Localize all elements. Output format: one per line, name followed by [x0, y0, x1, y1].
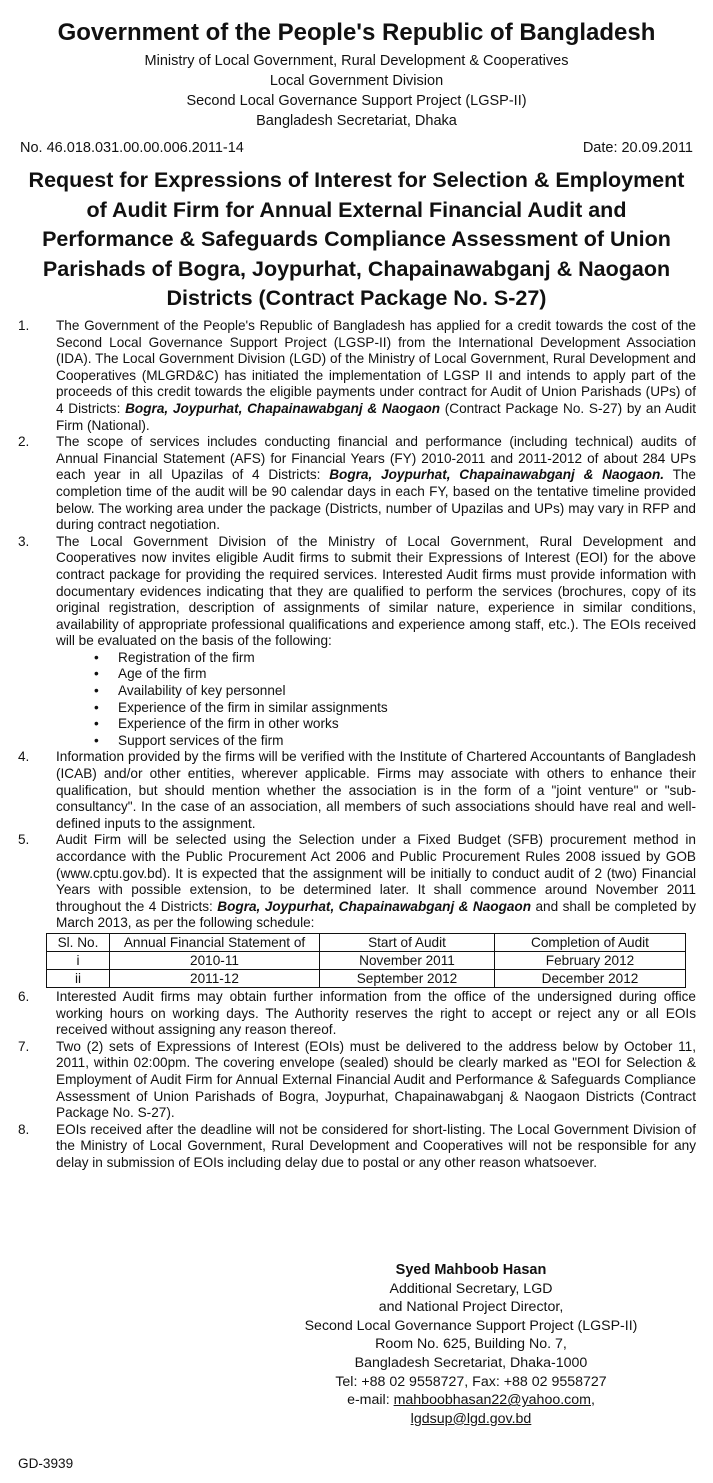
list-item: • Support services of the firm: [118, 733, 696, 750]
ministry-line: Ministry of Local Government, Rural Development & Cooperatives: [144, 53, 569, 69]
paragraph-number: 6.: [18, 988, 30, 1004]
project-line: Second Local Governance Support Project (LGSP-II): [186, 93, 527, 109]
paragraph-text: Two (2) sets of Expressions of Interest (EOIs) must be delivered to the address below by October 11, 2011, within 02:00pm. The covering envelope (sealed) should be clearly marked as "EOI for Selection & Employment of Audit Firm for Annual External Financial Audit and Performance & Safeguards Compliance Assessment of Union Parishads of Bogra, Joypurhat, Chapainawabganj & Naogaon Districts (Contract Package No. S-27).: [56, 1038, 696, 1121]
table-cell: September 2012: [320, 969, 495, 987]
reference-line: [20, 140, 693, 156]
list-item: • Availability of key personnel: [118, 683, 696, 700]
paragraph-text: [56, 318, 696, 434]
table-cell: 2011-12: [110, 969, 320, 987]
paragraph-2: [18, 434, 696, 534]
column-header: Sl. No.: [47, 933, 110, 951]
evaluation-criteria-list: [18, 650, 696, 750]
text-run: The completion time of the audit will be 90 calendar days in each FY, based on the tentative timeline provided below. The working area under the package (Districts, number of Upazilas and UPs) may vary in RFP and during contract negotiation.: [56, 467, 696, 533]
column-header: Completion of Audit: [495, 933, 686, 951]
text-run: (Contract Package No. S-27) by an Audit Firm (National).: [56, 400, 696, 433]
paragraph-text: EOIs received after the deadline will not be considered for short-listing. The Local Government Division of the Ministry of Local Government, Rural Development and Cooperatives will not be responsible for any delay in submission of EOIs including delay due to postal or any other reason whatsoever.: [56, 1121, 696, 1170]
email-link-yahoo[interactable]: mahboobhasan22@yahoo.com: [393, 1392, 591, 1409]
government-title: Government of the People's Republic of Bangladesh: [57, 19, 656, 46]
paragraph-text: Interested Audit firms may obtain further information from the office of the undersigned during office working hours on working days. The Authority reserves the right to accept or reject any or all EOIs received without assigning any reason thereof.: [56, 988, 696, 1038]
table-row: [47, 951, 686, 969]
paragraph-7: [18, 1039, 696, 1122]
table-cell: ii: [47, 969, 110, 987]
paragraph-number: 8.: [18, 1121, 30, 1137]
districts-emphasis: Bogra, Joypurhat, Chapainawabganj & Naogaon.: [329, 467, 665, 483]
table-cell: 2010-11: [110, 951, 320, 969]
paragraph-number: 4.: [18, 749, 30, 765]
paragraph-number: 3.: [18, 533, 30, 549]
column-header: Start of Audit: [320, 933, 495, 951]
list-item: • Registration of the firm: [118, 650, 696, 667]
text-run: and shall be completed by March 2013, as per the following schedule:: [56, 898, 697, 931]
email-link-lgd[interactable]: lgdsup@lgd.gov.bd: [410, 1410, 532, 1427]
districts-emphasis: Bogra, Joypurhat, Chapainawabganj & Naogaon: [125, 400, 441, 416]
table-cell: i: [47, 951, 110, 969]
list-item: • Experience of the firm in other works: [118, 716, 696, 733]
paragraph-8: [18, 1122, 696, 1172]
districts-emphasis: Bogra, Joypurhat, Chapainawabganj & Naogaon: [217, 898, 532, 914]
paragraph-text: [56, 434, 696, 534]
table-row: [47, 969, 686, 987]
table-cell: November 2011: [320, 951, 495, 969]
signatory-phone: Tel: +88 02 9558727, Fax: +88 02 9558727: [335, 1373, 607, 1390]
signatory-email-line-2: [295, 1410, 647, 1429]
signature-block: [295, 1261, 647, 1428]
email-separator: ,: [590, 1392, 595, 1409]
notice-title: Request for Expressions of Interest for Selection & Employment of Audit Firm for Annual External Financial Audit and Performance & Safeguards Compliance Assessment of Union Parishads of Bogra, Joypurhat, Chapainawabganj & Naogaon Districts (Contract Package No. S-27): [28, 168, 685, 310]
signatory-email-line: [295, 1391, 647, 1410]
paragraph-6: [18, 989, 696, 1039]
signatory-project: Second Local Governance Support Project (LGSP-II): [304, 1317, 638, 1334]
list-item: • Age of the firm: [118, 666, 696, 683]
paragraph-number: 2.: [18, 434, 30, 450]
table-header-row: [47, 933, 686, 951]
text-run: Audit Firm will be selected using the Selection under a Fixed Budget (SFB) procurement method in accordance with the Public Procurement Act 2006 and Public Procurement Rules 2008 issued by GOB (www.cptu.gov.bd). It is expected that the assignment will be initially to conduct audit of 2 (two) Financial Years with possible extension, to be determined later. It shall commence around November 2011 throughout the 4 Districts:: [56, 832, 696, 914]
table-cell: December 2012: [495, 969, 686, 987]
email-label: e-mail:: [347, 1392, 394, 1409]
paragraph-3: [18, 534, 696, 650]
notice-date: Date: 20.09.2011: [582, 140, 693, 156]
ministry-header: [0, 51, 713, 131]
column-header: Annual Financial Statement of: [110, 933, 320, 951]
signatory-address: Bangladesh Secretariat, Dhaka-1000: [354, 1354, 588, 1371]
text-run: The Government of the People's Republic of Bangladesh has applied for a credit towards the cost of the Second Local Governance Support Project (LGSP-II) from the International Development Association (IDA). The Local Government Division (LGD) of the Ministry of Local Government, Rural Development and Cooperatives (MLGRD&C) has initiated the implementation of LGSP II and intends to apply part of the proceeds of this credit towards the eligible payments under contract for Audit of Union Parishads (UPs) of 4 Districts:: [56, 318, 696, 416]
signatory-name: Syed Mahboob Hasan: [395, 1262, 547, 1278]
signatory-room: Room No. 625, Building No. 7,: [375, 1336, 567, 1353]
paragraph-number: 1.: [18, 318, 30, 333]
paragraph-text: The Local Government Division of the Ministry of Local Government, Rural Development and Cooperatives now invites eligible Audit firms to submit their Expressions of Interest (EOI) for the above contract package for providing the required services. Interested Audit firms must provide information with documentary evidences indicating that they are qualified to perform the services (brochures, copy of its original registration, description of assignments of similar nature, experience in similar conditions, availability of appropriate professional qualifications and experience among staff, etc.). The EOIs received will be evaluated on the basis of the following:: [56, 533, 696, 649]
paragraph-number: 7.: [18, 1038, 30, 1054]
paragraph-text: [56, 832, 696, 932]
table-cell: February 2012: [495, 951, 686, 969]
division-line: Local Government Division: [269, 73, 444, 89]
paragraph-5: [18, 832, 696, 932]
reference-number: No. 46.018.031.00.00.006.2011-14: [20, 140, 244, 156]
paragraph-number: 5.: [18, 832, 30, 848]
audit-schedule-table: [46, 933, 686, 988]
signatory-title: Additional Secretary, LGD: [389, 1280, 553, 1297]
signatory-title: and National Project Director,: [378, 1299, 564, 1316]
address-line: Bangladesh Secretariat, Dhaka: [256, 113, 457, 129]
paragraph-text: Information provided by the firms will be verified with the Institute of Chartered Accountants of Bangladesh (ICAB) and/or other entities, wherever applicable. Firms may associate with others to enhance their qualification, but should mention whether the association is in the form of a "joint venture" or "sub-consultancy". In the case of an association, all members of such associations should have real and well-defined inputs to the assignment.: [56, 749, 696, 831]
list-item: • Experience of the firm in similar assignments: [118, 700, 696, 717]
paragraph-4: [18, 749, 696, 832]
text-run: The scope of services includes conducting financial and performance (including technical) audits of Annual Financial Statement (AFS) for Financial Years (FY) 2010-2011 and 2011-2012 of about 284 UPs each year in all Upazilas of 4 Districts:: [56, 434, 696, 483]
notice-body: [18, 318, 696, 1172]
publication-code: GD-3939: [18, 1456, 74, 1471]
paragraph-1: [18, 318, 696, 434]
